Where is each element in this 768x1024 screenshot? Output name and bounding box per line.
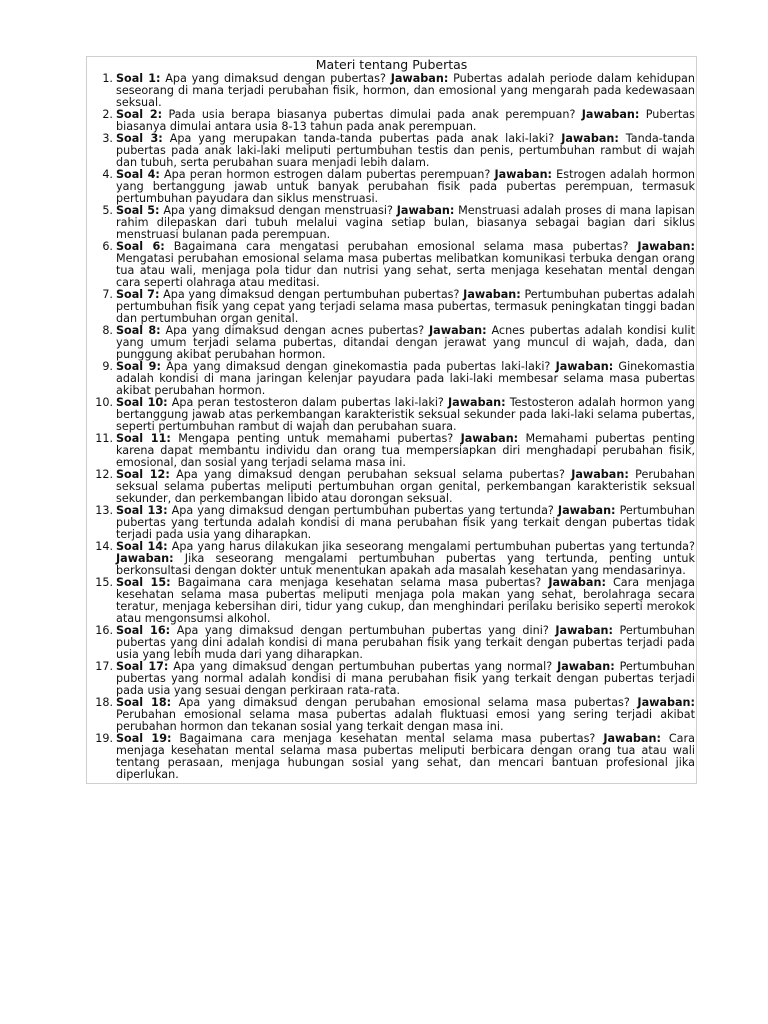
question-item bbox=[87, 241, 696, 289]
answer-text: Testosteron adalah hormon yang bertanggung jawab atas perkembangan karakteristik seksual sekunder pada laki-laki selama pubertas, seperti pertumbuhan rambut di wajah dan perubahan suara. bbox=[116, 396, 695, 433]
document-title: Materi tentang Pubertas bbox=[315, 57, 468, 72]
item-number: 18. bbox=[95, 696, 113, 709]
item-number: 9. bbox=[102, 360, 113, 373]
question-list bbox=[87, 73, 696, 781]
question-item bbox=[87, 361, 696, 397]
question-text: Apa yang dimaksud dengan menstruasi? bbox=[163, 204, 393, 217]
question-text: Apa yang harus dilakukan jika seseorang mengalami pertumbuhan pubertas yang tertunda? bbox=[171, 540, 695, 553]
question-label: Soal 12: bbox=[116, 468, 170, 481]
question-label: Soal 18: bbox=[116, 696, 172, 709]
question-label: Soal 13: bbox=[116, 504, 168, 517]
question-label: Soal 19: bbox=[116, 732, 172, 745]
item-number: 4. bbox=[102, 168, 113, 181]
item-number: 19. bbox=[95, 732, 113, 745]
question-text: Apa peran hormon estrogen dalam pubertas perempuan? bbox=[164, 168, 491, 181]
answer-label: Jawaban: bbox=[637, 696, 695, 709]
question-text: Apa yang dimaksud dengan perubahan seksual selama pubertas? bbox=[176, 468, 565, 481]
question-text: Bagaimana cara menjaga kesehatan selama masa pubertas? bbox=[177, 576, 542, 589]
answer-label: Jawaban: bbox=[581, 108, 640, 121]
question-label: Soal 3: bbox=[116, 132, 163, 145]
question-item bbox=[87, 469, 696, 505]
question-label: Soal 1: bbox=[116, 72, 161, 85]
question-label: Soal 17: bbox=[116, 660, 169, 673]
answer-label: Jawaban: bbox=[571, 468, 629, 481]
answer-label: Jawaban: bbox=[396, 204, 455, 217]
answer-label: Jawaban: bbox=[447, 396, 506, 409]
question-item bbox=[87, 109, 696, 133]
answer-label: Jawaban: bbox=[548, 576, 606, 589]
question-item bbox=[87, 133, 696, 169]
item-number: 1. bbox=[102, 72, 113, 85]
question-item bbox=[87, 505, 696, 541]
item-number: 2. bbox=[102, 108, 113, 121]
answer-label: Jawaban: bbox=[557, 660, 615, 673]
answer-text: Estrogen adalah hormon yang bertanggung jawab untuk banyak perubahan fisik pada pubertas perempuan, termasuk pertumbuhan payudara dan siklus menstruasi. bbox=[116, 168, 696, 205]
answer-label: Jawaban: bbox=[555, 360, 614, 373]
question-item bbox=[87, 325, 696, 361]
question-item bbox=[87, 541, 696, 577]
answer-text: Tanda-tanda pubertas pada anak laki-laki meliputi pertumbuhan testis dan penis, pertumbuhan rambut di wajah dan tubuh, serta perubahan suara menjadi lebih dalam. bbox=[116, 132, 696, 169]
question-item bbox=[87, 733, 696, 781]
answer-label: Jawaban: bbox=[494, 168, 553, 181]
question-text: Pada usia berapa biasanya pubertas dimulai pada anak perempuan? bbox=[168, 108, 576, 121]
item-number: 16. bbox=[95, 624, 113, 637]
question-label: Soal 5: bbox=[116, 204, 160, 217]
question-text: Apa peran testosteron dalam pubertas laki-laki? bbox=[171, 396, 444, 409]
answer-text: Mengatasi perubahan emosional selama masa pubertas melibatkan komunikasi terbuka dengan orang tua atau wali, menjaga pola tidur dan nutrisi yang sehat, serta menjaga kesehatan mental dengan cara seperti olahraga atau meditasi. bbox=[116, 252, 695, 289]
answer-text: Acnes pubertas adalah kondisi kulit yang umum terjadi selama pubertas, ditandai dengan jerawat yang muncul di wajah, dada, dan punggung akibat perubahan hormon. bbox=[116, 324, 695, 361]
item-number: 7. bbox=[102, 288, 113, 301]
question-label: Soal 6: bbox=[116, 240, 165, 253]
answer-text: Perubahan emosional selama masa pubertas adalah fluktuasi emosi yang sering terjadi akibat perubahan hormon dan tekanan sosial yang terkait dengan masa ini. bbox=[116, 708, 695, 733]
item-number: 11. bbox=[95, 432, 113, 445]
item-number: 6. bbox=[102, 240, 113, 253]
question-item bbox=[87, 661, 696, 697]
item-number: 17. bbox=[95, 660, 113, 673]
question-label: Soal 14: bbox=[116, 540, 168, 553]
question-item bbox=[87, 205, 696, 241]
answer-text: Cara menjaga kesehatan mental selama masa pubertas meliputi berbicara dengan orang tua atau wali tentang perasaan, menjaga hubungan sosial yang sehat, dan mencari bantuan profesional jika diperlukan. bbox=[116, 732, 695, 781]
question-label: Soal 11: bbox=[116, 432, 171, 445]
item-number: 3. bbox=[102, 132, 113, 145]
item-number: 10. bbox=[95, 396, 113, 409]
item-number: 5. bbox=[102, 204, 113, 217]
answer-label: Jawaban: bbox=[460, 432, 519, 445]
question-text: Apa yang dimaksud dengan pertumbuhan pubertas yang normal? bbox=[173, 660, 553, 673]
question-text: Apa yang dimaksud dengan ginekomastia pada pubertas laki-laki? bbox=[166, 360, 551, 373]
answer-label: Jawaban: bbox=[463, 288, 521, 301]
item-number: 8. bbox=[102, 324, 113, 337]
question-label: Soal 16: bbox=[116, 624, 171, 637]
question-text: Apa yang dimaksud dengan acnes pubertas? bbox=[165, 324, 425, 337]
answer-text: Menstruasi adalah proses di mana lapisan rahim dilepaskan dari tubuh melalui vagina setiap bulan, biasanya sebagai bagian dari siklus menstruasi bulanan pada perempuan. bbox=[116, 204, 696, 241]
answer-label: Jawaban: bbox=[557, 504, 616, 517]
question-text: Bagaimana cara menjaga kesehatan mental selama masa pubertas? bbox=[179, 732, 596, 745]
question-item bbox=[87, 433, 696, 469]
question-item bbox=[87, 169, 696, 205]
answer-text: Pertumbuhan pubertas yang dini adalah kondisi di mana perubahan fisik yang terkait dengan pubertas terjadi pada usia yang lebih muda dari yang diharapkan. bbox=[116, 624, 695, 661]
question-item bbox=[87, 73, 696, 109]
answer-text: Pertumbuhan pubertas adalah pertumbuhan fisik yang cepat yang terjadi selama masa pubertas, termasuk peningkatan tinggi badan dan pertumbuhan organ genital. bbox=[116, 288, 695, 325]
answer-text: Pubertas biasanya dimulai antara usia 8-13 tahun pada anak perempuan. bbox=[116, 108, 696, 133]
question-item bbox=[87, 697, 696, 733]
question-text: Mengapa penting untuk memahami pubertas? bbox=[178, 432, 454, 445]
question-text: Apa yang dimaksud dengan pertumbuhan pubertas yang tertunda? bbox=[171, 504, 554, 517]
answer-label: Jawaban: bbox=[116, 552, 174, 565]
answer-text: Perubahan seksual selama pubertas meliputi pertumbuhan organ genital, perkembangan karakteristik seksual sekunder, dan perkembangan libido atau dorongan seksual. bbox=[116, 468, 696, 505]
answer-label: Jawaban: bbox=[637, 240, 695, 253]
answer-label: Jawaban: bbox=[561, 132, 619, 145]
question-item bbox=[87, 577, 696, 625]
question-item bbox=[87, 289, 696, 325]
answer-label: Jawaban: bbox=[603, 732, 661, 745]
item-number: 14. bbox=[95, 540, 113, 553]
question-label: Soal 10: bbox=[116, 396, 168, 409]
item-number: 12. bbox=[95, 468, 113, 481]
answer-label: Jawaban: bbox=[429, 324, 487, 337]
answer-text: Memahami pubertas penting karena dapat membantu individu dan orang tua mempersiapkan diri menghadapi perubahan fisik, emosional, dan sosial yang terjadi selama masa ini. bbox=[116, 432, 696, 469]
answer-text: Cara menjaga kesehatan selama masa pubertas meliputi menjaga pola makan yang sehat, berolahraga secara teratur, menjaga kebersihan diri, tidur yang cukup, dan menghindari perilaku berisiko seperti merokok atau mengonsumsi alkohol. bbox=[116, 576, 695, 625]
question-text: Apa yang merupakan tanda-tanda pubertas pada anak laki-laki? bbox=[169, 132, 555, 145]
question-item bbox=[87, 625, 696, 661]
question-text: Apa yang dimaksud dengan pubertas? bbox=[165, 72, 386, 85]
answer-text: Pertumbuhan pubertas yang tertunda adalah kondisi di mana perubahan fisik yang terkait dengan pubertas tidak terjadi pada usia yang diharapkan. bbox=[116, 504, 696, 541]
answer-text: Ginekomastia adalah kondisi di mana jaringan kelenjar payudara pada laki-laki membesar selama masa pubertas akibat perubahan hormon. bbox=[116, 360, 696, 397]
question-item bbox=[87, 397, 696, 433]
answer-text: Pertumbuhan pubertas yang normal adalah kondisi di mana perubahan fisik yang terkait dengan pubertas terjadi pada usia yang sesuai dengan perkiraan rata-rata. bbox=[116, 660, 695, 697]
question-label: Soal 15: bbox=[116, 576, 171, 589]
question-text: Apa yang dimaksud dengan pertumbuhan pubertas? bbox=[163, 288, 460, 301]
question-label: Soal 9: bbox=[116, 360, 161, 373]
question-label: Soal 4: bbox=[116, 168, 160, 181]
question-text: Apa yang dimaksud dengan perubahan emosional selama masa pubertas? bbox=[178, 696, 630, 709]
question-label: Soal 8: bbox=[116, 324, 161, 337]
answer-label: Jawaban: bbox=[390, 72, 449, 85]
answer-text: Jika seseorang mengalami pertumbuhan pubertas yang tertunda, penting untuk berkonsultasi dengan dokter untuk menentukan apakah ada masalah kesehatan yang mendasarinya. bbox=[116, 552, 695, 577]
document-page bbox=[86, 56, 697, 784]
item-number: 15. bbox=[95, 576, 113, 589]
question-label: Soal 2: bbox=[116, 108, 163, 121]
answer-text: Pubertas adalah periode dalam kehidupan seseorang di mana terjadi perubahan fisik, hormon, dan emosional yang mengarah pada kedewasaan seksual. bbox=[116, 72, 695, 109]
question-text: Apa yang dimaksud dengan pertumbuhan pubertas yang dini? bbox=[176, 624, 549, 637]
question-label: Soal 7: bbox=[116, 288, 160, 301]
item-number: 13. bbox=[95, 504, 113, 517]
question-text: Bagaimana cara mengatasi perubahan emosional selama masa pubertas? bbox=[173, 240, 629, 253]
answer-label: Jawaban: bbox=[555, 624, 613, 637]
